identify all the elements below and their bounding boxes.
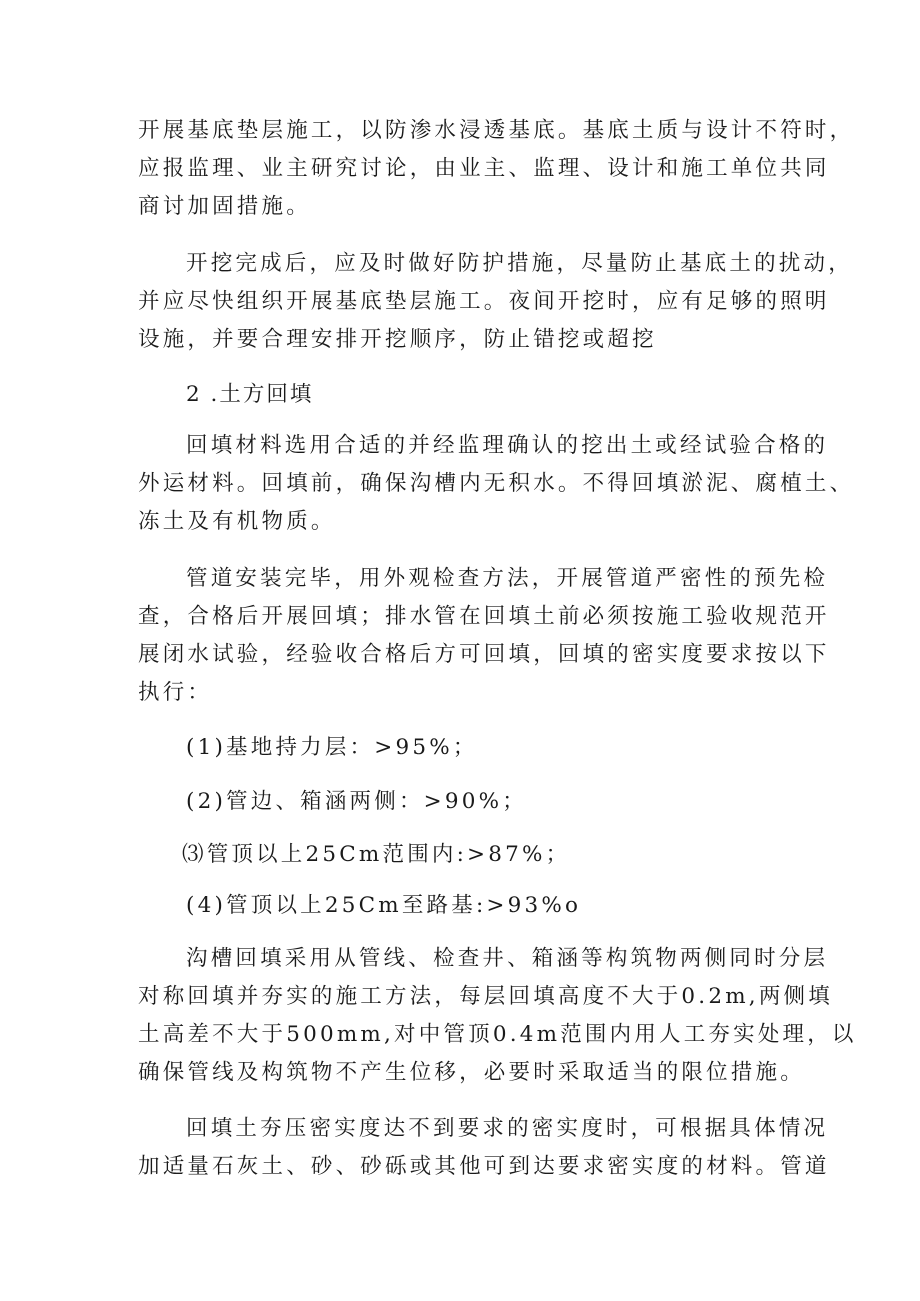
text-line: 展闭水试验，经验收合格后方可回填，回填的密实度要求按以下 (138, 642, 830, 667)
text-line: 沟槽回填采用从管线、检查井、箱涵等构筑物两侧同时分层 (186, 946, 829, 971)
text-line: 对称回填并夯实的施工方法，每层回填高度不大于0.2m,两侧填 (138, 984, 833, 1009)
text-line: 回填土夯压密实度达不到要求的密实度时，可根据具体情况 (186, 1116, 829, 1141)
text-line: 确保管线及构筑物不产生位移，必要时采取适当的限位措施。 (138, 1060, 805, 1085)
text-line: 查，合格后开展回填；排水管在回填土前必须按施工验收规范开 (138, 604, 830, 629)
text-line: 外运材料。回填前，确保沟槽内无积水。不得回填淤泥、腐植土、 (138, 471, 855, 496)
text-line: 回填材料选用合适的并经监理确认的挖出土或经试验合格的 (186, 433, 829, 458)
heading-text: 2 .土方回填 (186, 382, 314, 407)
paragraph-density-remedy (138, 1110, 830, 1186)
text-line: 加适量石灰土、砂、砂砾或其他可到达要求密实度的材料。管道 (138, 1154, 830, 1179)
list-item-compaction-3 (138, 836, 800, 874)
list-item-compaction-2 (138, 783, 800, 821)
list-item-text: (2)管边、箱涵两侧：>90%； (186, 789, 527, 814)
list-item-compaction-4 (138, 887, 800, 925)
paragraph-foundation-cushion (138, 112, 855, 226)
paragraph-excavation-protection (138, 245, 853, 359)
paragraph-backfill-method (138, 940, 857, 1092)
list-item-compaction-1 (138, 729, 800, 767)
text-line: 设施，并要合理安排开挖顺序，防止错挖或超挖 (138, 327, 657, 352)
text-line: 开挖完成后，应及时做好防护措施，尽量防止基底土的扰动， (186, 251, 853, 276)
text-line: 管道安装完毕，用外观检查方法，开展管道严密性的预先检 (186, 566, 829, 591)
text-line: 并应尽快组织开展基底垫层施工。夜间开挖时，应有足够的照明 (138, 289, 830, 314)
text-line: 冻土及有机物质。 (138, 509, 336, 534)
paragraph-backfill-materials (138, 427, 855, 541)
text-line: 土高差不大于500mm,对中管顶0.4m范围内用人工夯实处理，以 (138, 1022, 857, 1047)
paragraph-pipe-inspection (138, 560, 830, 712)
text-line: 开展基底垫层施工，以防渗水浸透基底。基底土质与设计不符时， (138, 118, 855, 143)
list-item-text: ⑶管顶以上25Cm范围内:>87%； (182, 842, 571, 867)
text-line: 执行： (138, 680, 213, 705)
text-line: 应报监理、业主研究讨论，由业主、监理、设计和施工单位共同 (138, 156, 830, 181)
section-heading (138, 376, 800, 414)
list-item-text: (1)基地持力层：>95%； (186, 735, 478, 760)
list-item-text: (4)管顶以上25Cm至路基:>93%o (186, 893, 582, 918)
text-line: 商讨加固措施。 (138, 194, 311, 219)
